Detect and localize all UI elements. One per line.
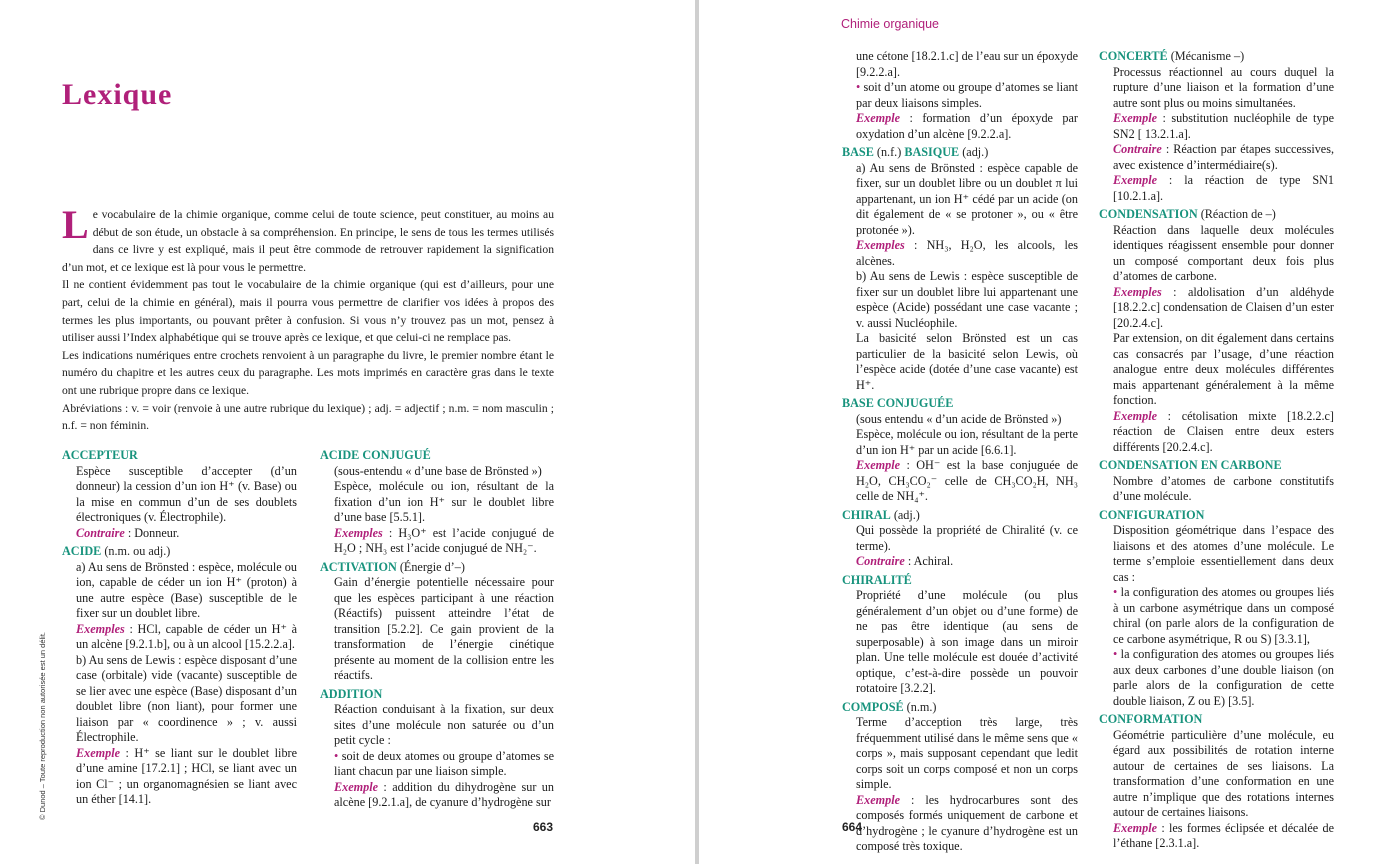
entry-term-note: (Énergie d’–) (396, 559, 465, 574)
definition-text: (sous entendu « d’un acide de Brönsted ») (856, 411, 1062, 426)
copyright-notice: © Dunod – Toute reproduction non autorisée est un délit. (38, 631, 47, 820)
entry-heading (62, 448, 297, 464)
entry-heading (62, 544, 297, 560)
definition-text: : substitution nucléophile de type SN2 [ 13.2.1.a]. (1113, 111, 1334, 141)
intro-paragraph: Les indications numériques entre crochets renvoient à un paragraphe du livre, le premier nombre étant le numéro du chapitre et les autres ceux du paragraphe. Les mots imprimés en caractère gras dans le texte ont une rubrique propre dans ce lexique. (62, 348, 554, 397)
lexicon-entry (320, 560, 554, 684)
entry-heading (320, 687, 554, 703)
definition-text: : HCl, capable de céder un H⁺ à un alcène [9.2.1.b], ou à un alcool [15.2.2.a]. (76, 621, 297, 651)
entry-definition (856, 161, 1078, 394)
definition-line (856, 331, 1078, 393)
entry-heading (1099, 458, 1334, 474)
definition-text: : Réaction par étapes successives, avec existence d’intermédiaire(s). (1113, 142, 1334, 172)
entry-definition (1113, 65, 1334, 205)
entry-term: CHIRALITÉ (842, 572, 912, 587)
bullet-marker: • (856, 80, 861, 94)
entry-heading (1099, 49, 1334, 65)
definition-text: Réaction conduisant à la fixation, sur deux sites d’une molécule non saturée ou d’un petit cycle : (334, 702, 554, 747)
definition-text: : H₃O⁺ est l’acide conjugué de H₂O ; NH₃ est l’acide conjugué de NH₂⁻. (334, 525, 554, 555)
definition-text: a) Au sens de Brönsted : espèce, molécule ou ion, capable de céder un ion H⁺ (proton) à une autre espèce (Base) susceptible de le fixer sur un doublet libre. (76, 559, 297, 620)
definition-line (334, 526, 554, 557)
definition-line (76, 746, 297, 808)
entry-term: ACTIVATION (320, 559, 397, 574)
definition-line (1113, 331, 1334, 409)
definition-text: : addition du dihydrogène sur un alcène [9.2.1.a], de cyanure d’hydrogène sur (334, 779, 554, 809)
entry-term: ADDITION (320, 686, 383, 701)
definition-text: Qui possède la propriété de Chiralité (v. ce terme). (856, 523, 1078, 553)
definition-text: : les formes éclipsée et décalée de l’éthane [2.3.1.a]. (1113, 820, 1334, 850)
entry-definition (856, 588, 1078, 697)
example-label: Exemple (856, 458, 901, 472)
entry-term: CHIRAL (842, 507, 891, 522)
definition-text: : NH₃, H₂O, les alcools, les alcènes. (856, 238, 1078, 268)
definition-line (1113, 111, 1334, 142)
example-label: Exemples (1113, 284, 1162, 299)
intro-abbreviations: Abréviations : v. = voir (renvoie à une autre rubrique du lexique) ; adj. = adjectif ; n.m. = nom masculin ; n.f. = non féminin. (62, 401, 554, 433)
definition-line (1113, 409, 1334, 456)
definition-text: Géométrie particulière d’une molécule, eu égard aux possibilités de rotation interne autour de certaines de ses liaisons. La transformation d’une conformation en une autre n’implique que des rotations internes autour de certaines liaisons. (1113, 727, 1334, 819)
entry-heading (1099, 712, 1334, 728)
entry-definition (334, 702, 554, 811)
entry-term-note: (n.m. ou adj.) (101, 544, 171, 558)
entry-definition (856, 412, 1078, 505)
entry-definition (1113, 474, 1334, 505)
lexicon-entry (62, 448, 297, 541)
example-label: Exemple (856, 792, 901, 807)
definition-line (76, 526, 297, 542)
definition-text: : la réaction de type SN1 [10.2.1.a]. (1113, 173, 1334, 203)
entry-definition (1113, 728, 1334, 852)
definition-line (1113, 285, 1334, 332)
lexicon-entry (842, 49, 1078, 142)
example-label: Exemple (1113, 408, 1158, 423)
chapter-header: Chimie organique (841, 17, 939, 31)
definition-line (856, 458, 1078, 505)
definition-text: soit de deux atomes ou groupe d’atomes se liant chacun par une liaison simple. (334, 748, 554, 778)
example-label: Exemples (76, 621, 125, 636)
definition-line (1113, 474, 1334, 505)
definition-line (334, 780, 554, 811)
definition-line (856, 523, 1078, 554)
lexicon-column-left-2 (320, 448, 554, 814)
definition-line (1113, 65, 1334, 112)
definition-text: : formation d’un époxyde par oxydation d’un alcène [9.2.2.a]. (856, 111, 1078, 141)
definition-line (856, 554, 1078, 570)
definition-line (856, 427, 1078, 458)
example-label: Exemple (1113, 173, 1158, 187)
definition-line (856, 49, 1078, 80)
lexicon-entry (842, 573, 1078, 697)
definition-text: La basicité selon Brönsted est un cas particulier de la basicité selon Lewis, où l’espèce acide (dotée d’une case vacante) est H⁺. (856, 331, 1078, 392)
definition-line (856, 588, 1078, 697)
entry-term: CONFIGURATION (1099, 507, 1205, 522)
lexicon-column-left-1 (62, 448, 297, 811)
definition-text: : aldolisation d’un aldéhyde [18.2.2.c] condensation de Claisen d’un ester [20.2.4.c]. (1113, 284, 1334, 330)
lexicon-entry (842, 700, 1078, 855)
definition-text: Processus réactionnel au cours duquel la rupture d’une liaison et la formation d’une autre sont plus ou moins simultanées. (1113, 64, 1334, 110)
lexicon-entry (320, 448, 554, 557)
entry-definition (1113, 223, 1334, 456)
entry-term-note: (Réaction de –) (1197, 207, 1276, 221)
definition-text: Gain d’énergie potentielle nécessaire pour que les espèces participant à une réaction (Réactifs) puissent atteindre l’état de transition [5.2.2]. Ce gain provient de la transformation de l’énergie cinétique présente au moment de la collision entre les réactifs. (334, 575, 554, 682)
entry-term: BASE CONJUGUÉE (842, 396, 954, 410)
bullet-marker: • (334, 748, 339, 763)
definition-line (1113, 728, 1334, 821)
entry-heading (842, 145, 1078, 161)
example-label: Exemples (334, 525, 383, 540)
entry-heading (842, 573, 1078, 589)
example-label: Exemple (334, 779, 379, 794)
entry-heading (320, 448, 554, 464)
entry-term-note: (n.m.) (903, 699, 937, 714)
definition-line (856, 111, 1078, 142)
definition-line (334, 575, 554, 684)
lexicon-column-right-1 (842, 49, 1078, 858)
definition-text: Espèce susceptible d’accepter (d’un donneur) la cession d’un ion H⁺ (v. Base) ou la mise en commun d’un de ses doublets électroniques (v. Électrophile). (76, 463, 297, 524)
entry-term: ACIDE (62, 544, 102, 558)
entry-term: CONCERTÉ (1099, 49, 1168, 63)
entry-term: CONDENSATION EN CARBONE (1099, 458, 1282, 472)
definition-line (1113, 523, 1334, 585)
definition-line (76, 560, 297, 622)
entry-term: BASE (842, 145, 874, 159)
definition-line (334, 464, 554, 480)
definition-line (856, 412, 1078, 428)
definition-line (76, 653, 297, 746)
definition-line (334, 479, 554, 526)
entry-term: BASIQUE (904, 145, 960, 159)
definition-text: Espèce, molécule ou ion, résultant de la perte d’un ion H⁺ par un acide [6.6.1]. (856, 427, 1078, 457)
entry-definition (856, 523, 1078, 570)
entry-definition (856, 49, 1078, 142)
definition-text: : Donneur. (124, 525, 180, 540)
lexicon-entry (62, 544, 297, 808)
page-title: Lexique (62, 78, 173, 111)
definition-text: b) Au sens de Lewis : espèce susceptible de fixer sur un doublet libre lui appartenant une espèce (Acide) possédant une case vacante ; v. aussi Nucléophile. (856, 269, 1078, 330)
definition-text: : OH⁻ est la base conjuguée de H₂O, CH₃CO₂⁻ celle de CH₃CO₂H, NH₃ celle de NH₄⁺. (856, 458, 1078, 503)
definition-text: a) Au sens de Brönsted : espèce capable de fixer, sur un doublet libre ou un doublet π lui appartenant, un ion H⁺ cédé par un acide (on dit également de « se protoner », ou « être protonée »). (856, 160, 1078, 237)
left-page (0, 0, 695, 864)
definition-line (856, 238, 1078, 269)
entry-definition (334, 464, 554, 557)
lexicon-entry (320, 687, 554, 811)
definition-text: Nombre d’atomes de carbone constitutifs d’une molécule. (1113, 473, 1334, 503)
definition-line (334, 749, 554, 780)
entry-term-note: (adj.) (890, 507, 920, 522)
entry-heading (1099, 508, 1334, 524)
definition-line (334, 702, 554, 749)
intro-paragraph-text: e vocabulaire de la chimie organique, comme celui de toute science, peut constituer, au moins au début de son étude, un obstacle à sa compréhension. En principe, le sens de tous les termes utilisés dans ce livre y est expliqué, mais il peut être commode de retrouver rapidement la signification d’un mot, et ce lexique est là pour vous le permettre. (62, 208, 554, 274)
definition-line (1113, 647, 1334, 709)
example-label: Exemples (856, 238, 905, 252)
definition-line (1113, 173, 1334, 204)
entry-definition (334, 575, 554, 684)
entry-term: ACCEPTEUR (62, 448, 138, 462)
definition-text: soit d’un atome ou groupe d’atomes se liant par deux liaisons simples. (856, 80, 1078, 110)
page-number-right: 664 (842, 820, 863, 834)
definition-text: la configuration des atomes ou groupes liés aux deux carbones d’une double liaison (on parle alors de la configuration de cette double liaison, Z ou E) [3.5]. (1113, 647, 1334, 708)
example-label: Exemple (1113, 820, 1158, 835)
definition-text: une cétone [18.2.1.c] de l’eau sur un époxyde [9.2.2.a]. (856, 49, 1078, 79)
definition-text: (sous-entendu « d’une base de Brönsted ») (334, 463, 542, 478)
definition-text: : H⁺ se liant sur le doublet libre d’une amine [17.2.1] ; HCl, se liant avec un ion Cl⁻ ; un organomagnésien se liant avec un éther [14.1]. (76, 745, 297, 806)
example-label: Contraire (856, 554, 905, 568)
entry-heading (842, 396, 1078, 412)
example-label: Contraire (76, 525, 125, 540)
entry-term-note: (n.f.) (873, 145, 905, 159)
lexicon-entry (1099, 49, 1334, 204)
definition-text: la configuration des atomes ou groupes liés à un carbone asymétrique dans un composé chiral (on parle alors de la configuration de ce carbone asymétrique, R ou S) [3.3.1], (1113, 585, 1334, 646)
entry-term-note: (Mécanisme –) (1167, 49, 1245, 63)
definition-text: Propriété d’une molécule (ou plus généralement d’un objet ou d’une forme) de ne pas être identique (au sens de superposable) à son image dans un miroir plan. Une telle molécule est douée d’activité optique, c’est-à-dire possède un pouvoir rotatoire [3.2.2]. (856, 588, 1078, 695)
definition-text: : Achiral. (904, 554, 954, 568)
definition-line (76, 622, 297, 653)
entry-term: ACIDE CONJUGUÉ (320, 448, 431, 462)
definition-line (856, 269, 1078, 331)
entry-heading (1099, 207, 1334, 223)
definition-line (1113, 585, 1334, 647)
intro-text (62, 202, 554, 435)
definition-line (1113, 142, 1334, 173)
lexicon-column-right-2 (1099, 49, 1334, 855)
entry-heading (320, 560, 554, 576)
entry-term: COMPOSÉ (842, 699, 904, 714)
lexicon-entry (1099, 207, 1334, 455)
drop-cap: L (62, 202, 89, 247)
definition-text: : cétolisation mixte [18.2.2.c] réaction de Claisen entre deux esters différents [20.2.4.c]. (1113, 408, 1334, 454)
intro-paragraph: Il ne contient évidemment pas tout le vocabulaire de la chimie organique (qui est d’ailleurs, pour une part, celui de la chimie en général), mais il pourra vous permettre de clarifier vos idées à propos des termes les plus importants, ou pouvant prêter à confusion. Si vous n’y trouvez pas un mot, pensez à utiliser aussi l’Index alphabétique qui se trouve après ce lexique, et que celui-ci ne remplace pas. (62, 278, 554, 345)
entry-definition (76, 464, 297, 542)
page-number-left: 663 (533, 820, 554, 834)
definition-line (856, 161, 1078, 239)
example-label: Exemple (856, 111, 901, 125)
definition-text: Espèce, molécule ou ion, résultant de la fixation d’un ion H⁺ sur le doublet libre d’une base [5.5.1]. (334, 479, 554, 524)
definition-text: : les hydrocarbures sont des composés formés uniquement de carbone et d’hydrogène ; le cyanure d’hydrogène est un composé très toxique. (856, 792, 1078, 853)
definition-text: b) Au sens de Lewis : espèce disposant d’une case (orbitale) vide (vacante) susceptible de se lier avec une espèce (Base) disposant d’un doublet libre (non liant), pour former une liaison par « coordinence » ; v. aussi Électrophile. (76, 652, 297, 744)
entry-term: CONDENSATION (1099, 207, 1198, 221)
entry-definition (856, 715, 1078, 855)
entry-definition (1113, 523, 1334, 709)
definition-text: Par extension, on dit également dans certains cas consacrés par l’usage, d’une réaction analogue entre deux molécules différentes mais appartenant généralement à la même fonction. (1113, 331, 1334, 407)
entry-heading (842, 508, 1078, 524)
definition-text: Réaction dans laquelle deux molécules identiques réagissent ensemble pour donner un composé comportant deux fois plus d’atomes de carbone. (1113, 222, 1334, 283)
entry-term: CONFORMATION (1099, 712, 1203, 726)
example-label: Exemple (76, 745, 121, 760)
lexicon-entry (1099, 508, 1334, 710)
intro-paragraph (62, 202, 554, 276)
lexicon-entry (1099, 712, 1334, 852)
definition-text: Disposition géométrique dans l’espace des liaisons et des atomes d’une molécule. Le terme s’emploie essentiellement dans deux cas : (1113, 523, 1334, 584)
lexicon-entry (842, 396, 1078, 505)
entry-definition (76, 560, 297, 808)
definition-line (856, 793, 1078, 855)
entry-heading (842, 700, 1078, 716)
example-label: Exemple (1113, 111, 1158, 125)
entry-term-note: (adj.) (959, 145, 989, 159)
lexicon-entry (842, 508, 1078, 570)
definition-line (1113, 821, 1334, 852)
lexicon-entry (842, 145, 1078, 393)
definition-line (1113, 223, 1334, 285)
bullet-marker: • (1113, 647, 1118, 661)
lexicon-entry (1099, 458, 1334, 505)
bullet-marker: • (1113, 585, 1118, 599)
right-page (699, 0, 1393, 864)
definition-line (856, 80, 1078, 111)
example-label: Contraire (1113, 142, 1162, 156)
definition-text: Terme d’acception très large, très fréquemment utilisé dans le même sens que « corps », mais supposant cependant que ledit corps soit un corps composé et non un corps simple. (856, 715, 1078, 791)
definition-line (856, 715, 1078, 793)
definition-line (76, 464, 297, 526)
